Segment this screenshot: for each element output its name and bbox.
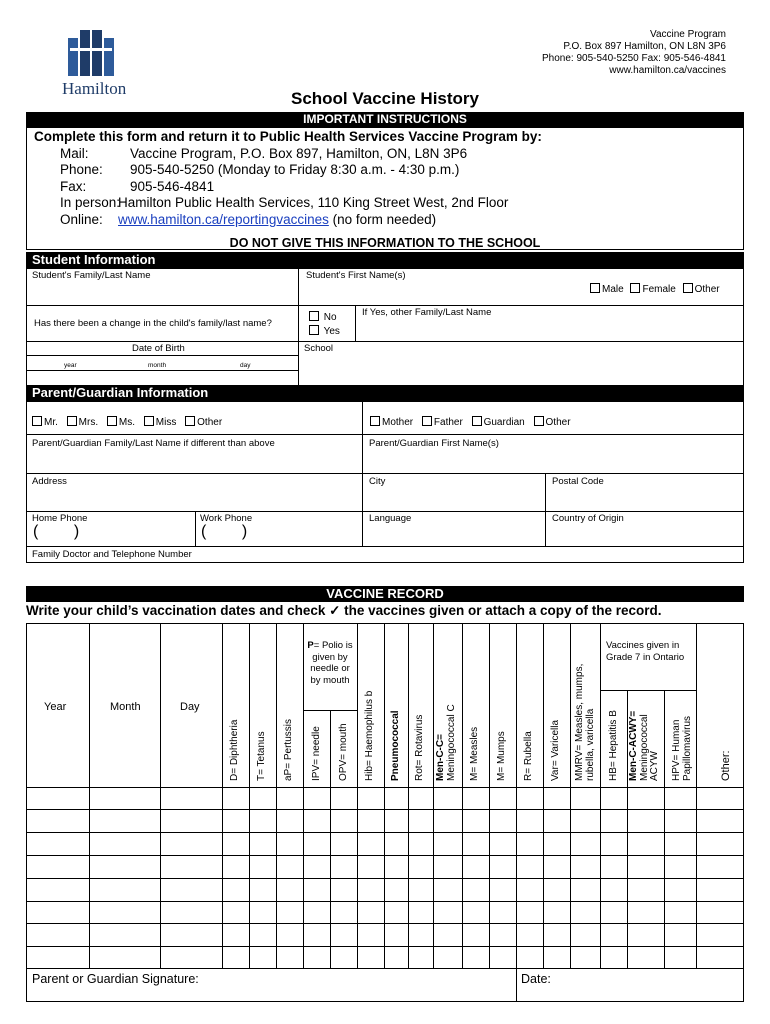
mother-label: Mother	[382, 417, 414, 428]
guardian-label: Guardian	[483, 417, 525, 428]
col-acwy-line3: ACYW	[649, 751, 660, 781]
parent-family-name-label: Parent/Guardian Family/Last Name if different than above	[32, 438, 275, 449]
polio-note: P= Polio is given by needle or by mouth	[307, 640, 353, 686]
col-rubella: R= Rubella	[523, 731, 534, 781]
fax-label: Fax:	[60, 178, 87, 194]
instructions-bar-label: IMPORTANT INSTRUCTIONS	[303, 112, 467, 126]
col-month: Month	[110, 701, 141, 713]
col-day: Day	[180, 701, 200, 713]
instructions-bar	[26, 112, 744, 127]
dob-label: Date of Birth	[132, 343, 185, 354]
relationship-other-label: Other	[545, 417, 571, 428]
gender-other-checkbox[interactable]	[683, 283, 693, 293]
reporting-vaccines-link[interactable]: www.hamilton.ca/reportingvaccines	[118, 211, 329, 227]
parent-info-bar	[26, 385, 744, 401]
vaccine-record-bar	[26, 586, 744, 602]
col-men-c-c	[435, 704, 457, 781]
col-mumps: M= Mumps	[496, 731, 507, 781]
mrs-label: Mrs.	[78, 417, 99, 428]
fax-value: 905-546-4841	[130, 178, 215, 194]
col-mmrv-line2: rubella, varicella	[585, 708, 596, 781]
col-acwy-line2: Meningococcal	[638, 714, 650, 781]
col-ipv: IPV= needle	[311, 726, 322, 781]
student-first-name-label: Student's First Name(s)	[306, 270, 406, 281]
other-family-name-label: If Yes, other Family/Last Name	[362, 307, 492, 318]
student-info-bar	[26, 252, 744, 268]
title-other-label: Other	[197, 417, 223, 428]
name-change-question: Has there been a change in the child's family/last name?	[34, 318, 272, 329]
col-hpv-line2: Papillomavirus	[682, 715, 693, 781]
instructions-text	[34, 129, 734, 228]
program-phone-fax: Phone: 905-540-5250 Fax: 905-546-4841	[541, 53, 726, 64]
parent-info-bar-label: Parent/Guardian Information	[32, 385, 209, 400]
col-other: Other:	[720, 750, 732, 781]
col-pneumococcal: Pneumococcal	[390, 710, 401, 781]
ms-checkbox[interactable]	[107, 416, 117, 426]
vaccine-record-bar-label: VACCINE RECORD	[326, 586, 444, 601]
program-po-box: P.O. Box 897 Hamilton, ON L8N 3P6	[563, 41, 726, 52]
col-hpv-line1: HPV= Human	[671, 719, 682, 781]
page-title: School Vaccine History	[290, 89, 479, 108]
online-note: (no form needed)	[332, 211, 437, 227]
female-checkbox[interactable]	[630, 283, 640, 293]
col-opv: OPV= mouth	[338, 723, 349, 781]
phone-value: 905-540-5250 (Monday to Friday 8:30 a.m. - 4:30 p.m.)	[130, 162, 460, 177]
female-label: Female	[642, 284, 676, 295]
col-mmrv	[574, 664, 596, 781]
male-label: Male	[602, 284, 624, 295]
name-change-options	[309, 311, 340, 339]
miss-checkbox[interactable]	[144, 416, 154, 426]
col-diphtheria: D= Diphtheria	[229, 719, 240, 781]
name-change-yes-checkbox[interactable]	[309, 325, 319, 335]
gender-other-label: Other	[694, 284, 720, 295]
phone-label: Phone:	[60, 162, 103, 177]
father-checkbox[interactable]	[422, 416, 432, 426]
col-rotavirus: Rot= Rotavirus	[414, 714, 425, 781]
city-label: City	[369, 476, 386, 487]
date-label: Date:	[521, 972, 551, 986]
vaccine-record-instruction: Write your child’s vaccination dates and check ✓ the vaccines given or attach a copy of the record.	[26, 603, 662, 618]
inperson-label: In person:	[60, 195, 121, 210]
parent-first-name-label: Parent/Guardian First Name(s)	[369, 438, 499, 449]
program-address	[426, 29, 726, 77]
col-men-c-c-desc: Meningococcal C	[446, 704, 457, 781]
father-label: Father	[433, 417, 463, 428]
name-change-yes-label: Yes	[323, 326, 340, 337]
instructions-lead: Complete this form and return it to Public Health Services Vaccine Program by:	[34, 129, 542, 144]
logo-text: Hamilton	[62, 79, 127, 98]
program-website: www.hamilton.ca/vaccines	[609, 65, 726, 76]
col-year: Year	[44, 701, 67, 713]
col-hib: Hib= Haemophilus b	[364, 690, 375, 781]
title-other-checkbox[interactable]	[185, 416, 195, 426]
work-phone-label: Work Phone	[200, 513, 253, 524]
hamilton-logo-icon	[62, 30, 124, 76]
col-varicella: Var= Varicella	[550, 719, 561, 781]
mother-checkbox[interactable]	[370, 416, 380, 426]
ms-label: Ms.	[118, 417, 136, 428]
dob-day-label: day	[240, 362, 251, 369]
relationship-options	[370, 416, 571, 428]
language-label: Language	[369, 513, 412, 524]
col-hpv	[671, 716, 693, 781]
grade7-note: Vaccines given in Grade 7 in Ontario	[606, 640, 685, 663]
postal-code-label: Postal Code	[552, 476, 604, 487]
home-phone-label: Home Phone	[32, 513, 88, 524]
mrs-checkbox[interactable]	[67, 416, 77, 426]
title-options	[32, 416, 222, 428]
col-tetanus: T= Tetanus	[256, 731, 267, 781]
school-label: School	[304, 343, 334, 354]
mail-label: Mail:	[60, 145, 89, 161]
col-hepatitis-b: HB= Hepatitis B	[608, 710, 619, 781]
home-phone-area-code: ( )	[33, 523, 80, 540]
work-phone-area-code: ( )	[201, 523, 248, 540]
mail-value: Vaccine Program, P.O. Box 897, Hamilton, ON, L8N 3P6	[130, 145, 468, 161]
col-men-c-acwy	[629, 711, 661, 781]
inperson-value: Hamilton Public Health Services, 110 King Street West, 2nd Floor	[118, 195, 509, 210]
address-label: Address	[32, 476, 67, 487]
miss-label: Miss	[155, 417, 177, 428]
col-men-c-c-label: Men-C-C=	[435, 734, 446, 781]
mr-label: Mr.	[44, 417, 58, 428]
male-checkbox[interactable]	[590, 283, 600, 293]
col-pertussis: aP= Pertussis	[283, 719, 294, 781]
relationship-other-checkbox[interactable]	[534, 416, 544, 426]
program-name: Vaccine Program	[650, 29, 726, 40]
name-change-no-label: No	[323, 312, 337, 323]
online-label: Online:	[60, 211, 103, 227]
country-of-origin-label: Country of Origin	[552, 513, 624, 524]
col-mmrv-line1: MMRV= Measles, mumps,	[574, 663, 585, 781]
family-doctor-label: Family Doctor and Telephone Number	[32, 549, 192, 560]
no-school-warning: DO NOT GIVE THIS INFORMATION TO THE SCHOOL	[229, 236, 541, 250]
student-family-name-label: Student's Family/Last Name	[32, 270, 151, 281]
student-info-bar-label: Student Information	[32, 252, 156, 267]
signature-label: Parent or Guardian Signature:	[32, 972, 199, 986]
hamilton-logo	[62, 30, 127, 98]
col-acwy-line1: Men-C-ACWY=	[628, 710, 639, 781]
dob-month-label: month	[148, 362, 167, 369]
guardian-checkbox[interactable]	[472, 416, 482, 426]
col-measles: M= Measles	[469, 726, 480, 781]
name-change-no-checkbox[interactable]	[309, 311, 319, 321]
polio-note-text: = Polio is given by needle or by mouth	[310, 640, 353, 686]
gender-options	[590, 283, 720, 295]
dob-year-label: year	[64, 362, 77, 369]
mr-checkbox[interactable]	[32, 416, 42, 426]
